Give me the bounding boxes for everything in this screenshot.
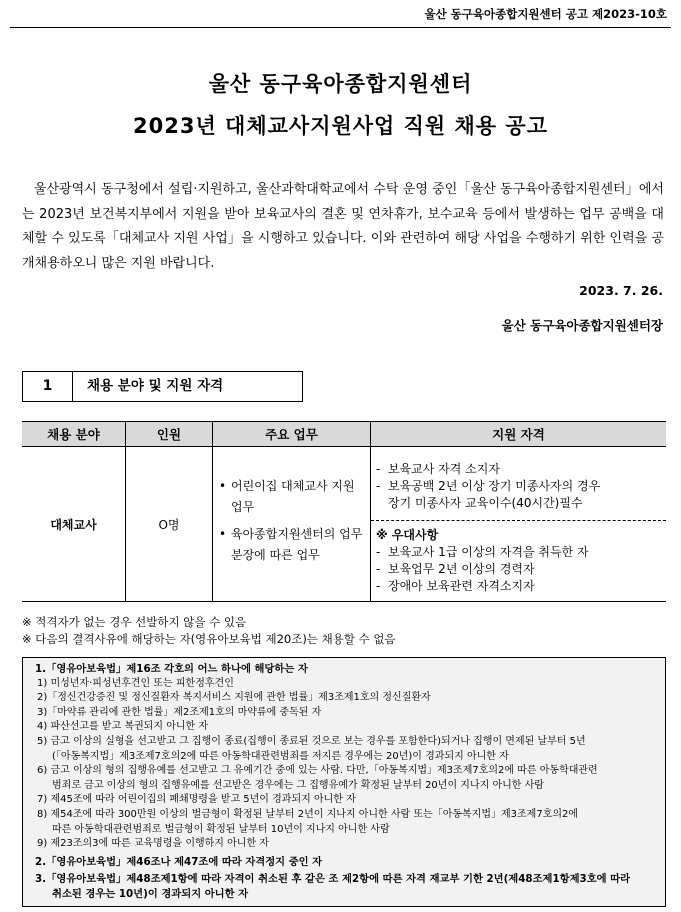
- required-qualifications: [371, 447, 666, 521]
- header-divider: [10, 27, 671, 28]
- duty-item: [219, 524, 366, 566]
- disq-group-2-title: 2.「영유아보육법」제46조나 제47조에 따라 자격정지 중인 자: [35, 855, 323, 868]
- dash-marker: -: [376, 562, 381, 576]
- qualification-text: 보육공백 2년 이상 장기 미종사자의 경우: [388, 479, 601, 493]
- disq-item: 9) 제23조의3에 따른 교육명령을 이행하지 아니한 자: [37, 838, 269, 850]
- disq-item-continuation: 따른 아동학대관련범죄로 벌금형이 확정된 날부터 10년이 지나지 아니한 사람: [52, 823, 390, 835]
- dash-marker: -: [376, 579, 381, 593]
- field-cell: 대체교사: [22, 447, 126, 602]
- qualification-continuation: 장기 미종사자 교육이수(40시간)필수: [388, 496, 583, 510]
- preference-item: [376, 561, 660, 578]
- disq-item: 7) 제45조에 따라 어린이집의 폐쇄명령을 받고 5년이 경과되지 아니한 자: [37, 794, 356, 806]
- duty-item: [219, 476, 366, 518]
- section-number: 1: [23, 372, 73, 401]
- preferences-title: ※ 우대사항: [376, 528, 439, 542]
- disq-item: 6) 금고 이상의 형의 집행유예를 선고받고 그 유예기간 중에 있는 사람. 다만,「아동복지법」제3조제7호의2에 따른 아동학대관련: [37, 765, 598, 777]
- disq-item: 5) 금고 이상의 실형을 선고받고 그 집행이 종료(집행이 종료된 것으로 보는 경우를 포함한다)되거나 집행이 면제된 날부터 5년: [37, 735, 586, 747]
- disqualification-box: [22, 657, 666, 907]
- duty-text: 어린이집 대체교사 지원 업무: [231, 479, 355, 514]
- bullet-marker: •: [219, 527, 227, 541]
- header-qualifications: 지원 자격: [371, 422, 667, 447]
- preferred-qualifications: [371, 521, 666, 601]
- disq-item: 1) 미성년자·피성년후견인 또는 피한정후견인: [37, 677, 234, 689]
- recruitment-table: [22, 421, 666, 602]
- qualification-item: [376, 478, 660, 495]
- table-header-row: [22, 422, 666, 447]
- notice-date: 2023. 7. 26.: [579, 283, 663, 298]
- duty-text: 육아종합지원센터의 업무분장에 따른 업무: [231, 527, 363, 562]
- disq-item: 3)「마약류 관리에 관한 법률」제2조제1호의 마약류에 중독된 자: [37, 706, 322, 718]
- disq-group-1-title: 1.「영유아보육법」제16조 각호의 어느 하나에 해당하는 자: [35, 663, 308, 675]
- count-cell: O명: [126, 447, 213, 602]
- intro-paragraph: 울산광역시 동구청에서 설립·지원하고, 울산과학대학교에서 수탁 운영 중인「울산 동구육아종합지원센터」에서는 2023년 보건복지부에서 지원을 받아 보육교사의 결혼 및 연차휴가, 보수교육 등에서 발생하는 업무 공백을 대체할 수 있도록「대체교사 지원 사업」을 시행하고 있습니다. 이와 관련하여 해당 사업을 수행하기 위한 인력을 공개채용하오니 많은 지원 바랍니다.: [22, 182, 664, 271]
- title-line-1: 울산 동구육아종합지원센터: [208, 72, 473, 96]
- disq-group-3-continuation: 취소된 경우는 10년)이 경과되지 아니한 자: [52, 887, 249, 900]
- disq-item-continuation: 범죄로 금고 이상의 형의 집행유예를 선고받은 경우에는 그 집행유예가 확정된 날부터 20년이 지나지 아니한 사람: [52, 779, 544, 791]
- disq-item-continuation: (「아동복지법」제3조제7호의2에 따른 아동학대관련범죄를 저지른 경우에는 20년)이 경과되지 아니한 자: [52, 750, 509, 762]
- disq-group-3-title: 3.「영유아보육법」제48조제1항에 따라 자격이 취소된 후 같은 조 제2항에 따른 자격 재교부 기한 2년(제48조제1항제3호에 따라: [35, 873, 631, 886]
- notice-number: 울산 동구육아종합지원센터 공고 제2023-10호: [424, 7, 667, 21]
- qualification-item: [376, 461, 660, 478]
- dash-marker: -: [376, 545, 381, 559]
- preference-item: [376, 578, 660, 595]
- title-line-2: 2023년 대체교사지원사업 직원 채용 공고: [133, 114, 548, 138]
- dash-marker: -: [376, 479, 381, 493]
- preference-text: 보육업무 2년 이상의 경력자: [388, 562, 535, 576]
- preference-text: 장애아 보육관련 자격소지자: [388, 579, 535, 593]
- section-1-heading: [22, 371, 303, 402]
- issuer-name: 울산 동구육아종합지원센터장: [501, 318, 663, 333]
- disq-item: 2)「정신건강증진 및 정신질환자 복지서비스 지원에 관한 법률」제3조제1호의 정신질환자: [37, 692, 431, 704]
- qualifications-cell: [371, 447, 667, 602]
- note-item: ※ 적격자가 없는 경우 선발하지 않을 수 있음: [22, 615, 247, 629]
- note-item: ※ 다음의 결격사유에 해당하는 자(영유아보육법 제20조)는 채용할 수 없음: [22, 632, 396, 646]
- preference-text: 보육교사 1급 이상의 자격을 취득한 자: [388, 545, 589, 559]
- disq-item: 4) 파산선고를 받고 복권되지 아니한 자: [37, 721, 209, 733]
- header-field: 채용 분야: [22, 422, 126, 447]
- bullet-marker: •: [219, 479, 227, 493]
- section-title: 채용 분야 및 지원 자격: [87, 378, 224, 394]
- notes: [22, 614, 396, 648]
- table-row: [22, 447, 666, 602]
- duties-cell: [213, 447, 371, 602]
- header-count: 인원: [126, 422, 213, 447]
- header-duties: 주요 업무: [213, 422, 371, 447]
- dash-marker: -: [376, 462, 381, 476]
- preference-item: [376, 544, 660, 561]
- disq-item: 8) 제54조에 따라 300만원 이상의 벌금형이 확정된 날부터 2년이 지나지 아니한 사람 또는「아동복지법」제3조제7호의2에: [37, 808, 579, 820]
- qualification-text: 보육교사 자격 소지자: [388, 462, 500, 476]
